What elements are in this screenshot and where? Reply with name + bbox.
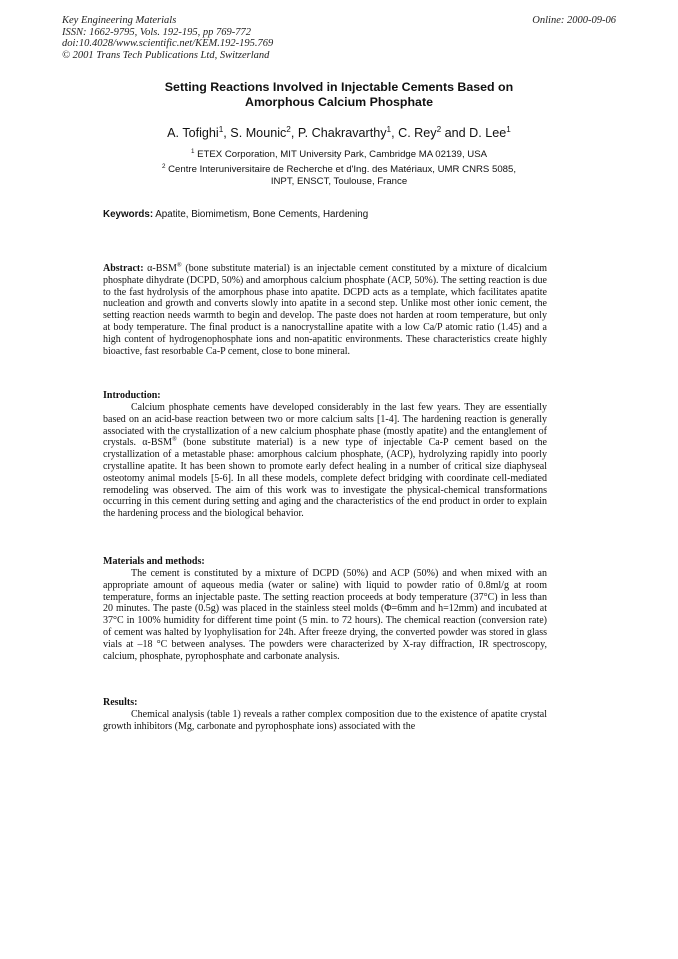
results-text: Chemical analysis (table 1) reveals a rather complex composition due to the existence of apatite crystal growth inhibitors (Mg, carbonate and pyrophosphate ions) associated with the — [103, 709, 547, 732]
introduction-heading: Introduction: — [103, 390, 161, 401]
affiliation-text: Centre Interuniversitaire de Recherche et d'Ing. des Matériaux, UMR CNRS 5085, — [165, 164, 517, 175]
author-name: D. Lee — [469, 126, 507, 140]
keywords-text: Apatite, Biomimetism, Bone Cements, Hardening — [153, 209, 369, 220]
author-affiliation-mark: 1 — [218, 124, 224, 134]
journal-name: Key Engineering Materials — [62, 15, 177, 26]
author-name: P. Chakravarthy — [297, 126, 387, 140]
introduction-text-2: (bone substitute material) is a new type of injectable Ca-P cement based on the crystallization of a metastable phase: amorphous calcium phosphate, (ACP), hydrolyzing rapidly into poorly crystalline apatite. It has been shown to promote early defect healing in a number of critical size diaphyseal osteotomy animal models [5-6]. In all these models, complete defect bridging with coordinate cell-mediated remodeling was observed. The aim of this work was to investigate the physical-chemical transformations occurring in this cement during setting and aging and the characteristics of the end product in order to explain the hardening process and the biological behavior. — [103, 437, 547, 520]
methods-section — [103, 568, 547, 662]
author-affiliation-mark: 2 — [436, 124, 442, 134]
keywords-label: Keywords: — [103, 209, 154, 220]
registered-mark: ® — [171, 436, 177, 444]
journal-copyright: © 2001 Trans Tech Publications Ltd, Switzerland — [62, 49, 270, 61]
journal-header — [62, 15, 273, 61]
introduction-text-1: Calcium phosphate cements have developed considerably in the last few years. They are essentially based on an acid-base reaction between two or more calcium salts [1-4]. The hardening reaction is generally associated with the crystallization of a new calcium phosphate phase (mostly apatite) and the entanglement of crystals. α-BSM — [103, 402, 547, 449]
journal-doi: doi:10.4028/www.scientific.net/KEM.192-195.769 — [62, 38, 274, 50]
author-separator: , — [223, 126, 231, 140]
abstract — [103, 263, 547, 357]
abstract-text-1: α-BSM — [143, 263, 177, 274]
online-date: Online: 2000-09-06 — [532, 15, 616, 26]
author-name: S. Mounic — [230, 126, 287, 140]
affiliation-text: ETEX Corporation, MIT University Park, Cambridge MA 02139, USA — [194, 149, 487, 160]
author-affiliation-mark: 1 — [386, 124, 392, 134]
keywords — [103, 209, 368, 220]
results-section — [103, 709, 547, 733]
affiliation-1 — [100, 149, 578, 161]
author-separator: , — [290, 126, 298, 140]
author-list — [60, 126, 618, 140]
affiliation-number: 1 — [190, 147, 195, 155]
methods-heading: Materials and methods: — [103, 556, 205, 567]
abstract-text-2: (bone substitute material) is an injectable cement constituted by a mixture of dicalcium phosphate dihydrate (DCPD, 50%) and amorphous calcium phosphate (ACP, 50%). The setting reaction is due to the fast hydrolysis of the amorphous phase into apatite. DCPD acts as a template, which facilitates apatite nucleation and growth and converts slowly into apatite in a second step. Unlike most other ionic cement, the setting reaction needs warmth to begin and develop. The paste does not harden at room temperature, but only at body temperature. The final product is a nanocrystalline apatite with a low Ca/P atomic ratio (1.45) and a high content of hydrogenophosphate ions and non-apatitic environments. These characteristics create highly bioactive, fast resorbable Ca-P cement, close to bone mineral. — [103, 263, 547, 357]
author-name: A. Tofighi — [167, 126, 219, 140]
affiliation-text-line-2: INPT, ENSCT, Toulouse, France — [270, 176, 408, 187]
results-heading: Results: — [103, 697, 138, 708]
affiliation-number: 2 — [161, 162, 166, 170]
author-name: C. Rey — [398, 126, 437, 140]
author-affiliation-mark: 2 — [286, 124, 291, 134]
paper-title — [100, 80, 578, 110]
author-affiliation-mark: 1 — [506, 124, 511, 134]
journal-issn: ISSN: 1662-9795, Vols. 192-195, pp 769-772 — [62, 26, 251, 38]
author-and: and — [441, 126, 470, 140]
registered-mark: ® — [176, 261, 182, 269]
title-line-1: Setting Reactions Involved in Injectable Cements Based on — [164, 80, 514, 94]
author-separator: , — [391, 126, 399, 140]
methods-text: The cement is constituted by a mixture of DCPD (50%) and ACP (50%) and when mixed with an appropriate amount of aqueous media (water or saline) with liquid to powder ratio of 0.8ml/g at room temperature, forms an injectable paste. The setting reaction proceeds at body temperature (37°C) in less than 20 minutes. The paste (0.5g) was placed in the stainless steel molds (Φ=6mm and h=12mm) and incubated at 37°C in 100% humidity for different time point (5 min. to 72 hours). The chemical reaction (conversion rate) of cement was halted by lyophylisation for 24h. After freeze drying, the converted powder was stored in glass vials at –18 °C between analyses. The powders were characterized by X-ray diffraction, IR spectroscopy, calcium, phosphate, pyrophosphate and carbonate analysis. — [103, 568, 547, 662]
abstract-label: Abstract: — [103, 263, 144, 274]
introduction-section — [103, 402, 547, 520]
affiliation-2 — [100, 164, 578, 188]
title-line-2: Amorphous Calcium Phosphate — [245, 95, 433, 109]
